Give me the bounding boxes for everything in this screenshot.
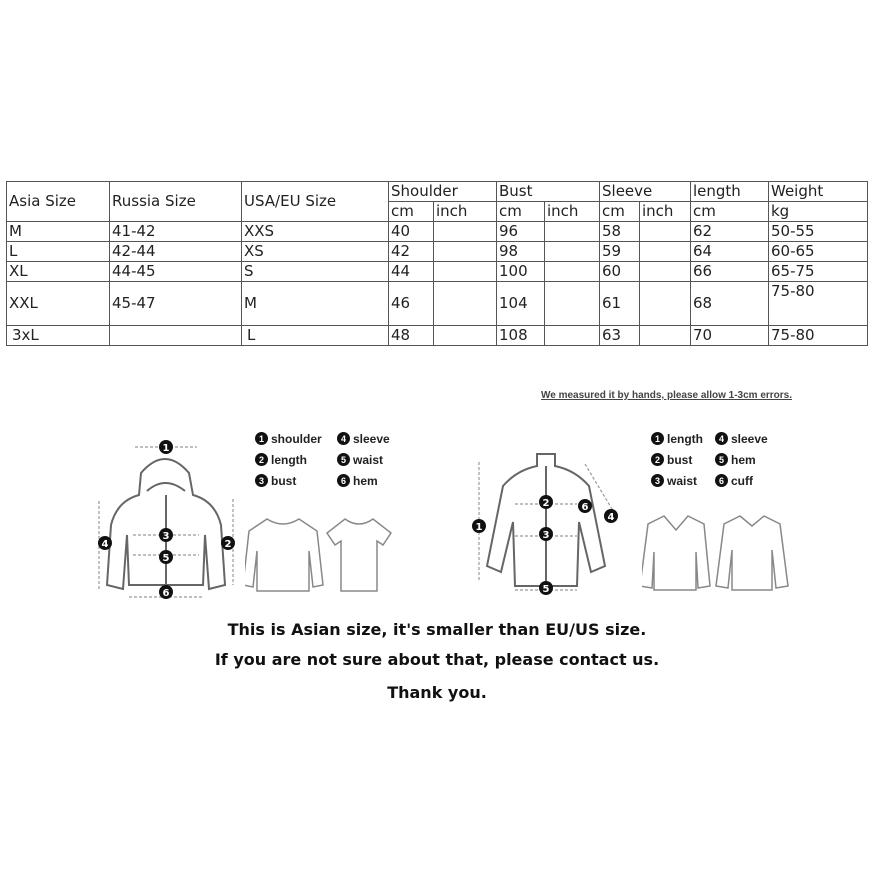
unit-cm: cm (497, 202, 545, 222)
cell-bust-cm: 100 (497, 262, 545, 282)
header-sleeve: Sleeve (600, 182, 691, 202)
jacket-measurement-figure (465, 450, 625, 600)
legend-number: 6 (715, 474, 728, 487)
unit-inch: inch (545, 202, 600, 222)
marker-4: 4 (101, 539, 109, 550)
legend-left (255, 428, 390, 491)
cell-sleeve-inch (640, 326, 691, 346)
header-asia-size: Asia Size (7, 182, 110, 222)
unit-cm: cm (600, 202, 640, 222)
table-row (7, 262, 868, 282)
cell-bust-cm: 104 (497, 282, 545, 326)
cell-usaeu: XS (242, 242, 389, 262)
table-row (7, 222, 868, 242)
blazer-shirt-icons (642, 512, 792, 592)
hoodie-outline (107, 459, 225, 589)
cell-russia: 41-42 (110, 222, 242, 242)
marker-6: 6 (581, 502, 589, 513)
legend-number: 4 (715, 432, 728, 445)
cell-sleeve-cm: 60 (600, 262, 640, 282)
cell-shoulder-inch (434, 326, 497, 346)
cell-bust-inch (545, 326, 600, 346)
table-row (7, 326, 868, 346)
marker-3: 3 (162, 531, 170, 542)
cell-shoulder-inch (434, 242, 497, 262)
cell-shoulder-cm: 48 (389, 326, 434, 346)
shirt-icon (716, 516, 788, 590)
cell-sleeve-inch (640, 262, 691, 282)
legend-label: shoulder (271, 431, 322, 446)
table-row (7, 282, 868, 326)
cell-asia: XXL (7, 282, 110, 326)
measurement-note: We measured it by hands, please allow 1-3cm errors. (541, 390, 793, 401)
cell-bust-cm: 96 (497, 222, 545, 242)
cell-length-cm: 62 (691, 222, 769, 242)
cell-russia: 42-44 (110, 242, 242, 262)
tshirt-icon (327, 519, 391, 591)
legend-label: length (667, 431, 703, 446)
legend-label: sleeve (353, 431, 390, 446)
jacket-outline (487, 454, 605, 586)
cell-russia: 44-45 (110, 262, 242, 282)
cell-length-cm: 68 (691, 282, 769, 326)
cell-sleeve-cm: 58 (600, 222, 640, 242)
marker-4: 4 (607, 512, 615, 523)
legend-label: length (271, 452, 307, 467)
cell-shoulder-cm: 42 (389, 242, 434, 262)
cell-shoulder-cm: 40 (389, 222, 434, 242)
legend-number: 5 (337, 453, 350, 466)
legend-label: hem (353, 473, 378, 488)
cell-sleeve-inch (640, 282, 691, 326)
cell-russia: 45-47 (110, 282, 242, 326)
header-length: length (691, 182, 769, 202)
legend-number: 3 (255, 474, 268, 487)
cell-sleeve-cm: 63 (600, 326, 640, 346)
cell-shoulder-cm: 44 (389, 262, 434, 282)
legend-label: bust (667, 452, 693, 467)
table-row (7, 242, 868, 262)
legend-number: 1 (255, 432, 268, 445)
cell-shoulder-inch (434, 222, 497, 242)
cell-bust-cm: 98 (497, 242, 545, 262)
cell-shoulder-inch (434, 262, 497, 282)
hoodie-measurement-figure (95, 435, 245, 605)
unit-cm: cm (389, 202, 434, 222)
cell-length-cm: 66 (691, 262, 769, 282)
marker-5: 5 (542, 584, 550, 595)
legend-number: 6 (337, 474, 350, 487)
marker-2: 2 (542, 498, 550, 509)
legend-number: 2 (651, 453, 664, 466)
marker-5: 5 (162, 553, 170, 564)
legend-label: bust (271, 473, 297, 488)
header-shoulder: Shoulder (389, 182, 497, 202)
cell-asia: M (7, 222, 110, 242)
table-header-row (7, 182, 868, 202)
legend-number: 4 (337, 432, 350, 445)
cell-weight-kg: 60-65 (769, 242, 868, 262)
cell-russia (110, 326, 242, 346)
unit-cm: cm (691, 202, 769, 222)
cell-asia: L (7, 242, 110, 262)
size-chart-table (6, 181, 868, 346)
size-message-line-2: If you are not sure about that, please contact us. (214, 650, 660, 669)
cell-asia: XL (7, 262, 110, 282)
cell-weight-kg: 65-75 (769, 262, 868, 282)
header-russia-size: Russia Size (110, 182, 242, 222)
unit-inch: inch (434, 202, 497, 222)
legend-number: 5 (715, 453, 728, 466)
unit-inch: inch (640, 202, 691, 222)
legend-number: 3 (651, 474, 664, 487)
size-message-line-3: Thank you. (387, 683, 487, 702)
cell-usaeu: M (242, 282, 389, 326)
cell-usaeu: S (242, 262, 389, 282)
marker-1: 1 (475, 522, 483, 533)
cell-sleeve-cm: 61 (600, 282, 640, 326)
cell-sleeve-inch (640, 242, 691, 262)
unit-kg: kg (769, 202, 868, 222)
marker-3: 3 (542, 530, 550, 541)
cell-shoulder-cm: 46 (389, 282, 434, 326)
cell-shoulder-inch (434, 282, 497, 326)
cell-bust-inch (545, 262, 600, 282)
header-usa-eu-size: USA/EU Size (242, 182, 389, 222)
legend-number: 2 (255, 453, 268, 466)
cell-weight-kg: 75-80 (769, 326, 868, 346)
sweater-tshirt-icons (245, 515, 395, 595)
header-weight: Weight (769, 182, 868, 202)
cell-bust-inch (545, 222, 600, 242)
cell-bust-cm: 108 (497, 326, 545, 346)
legend-label: cuff (731, 473, 753, 488)
blazer-icon (642, 516, 710, 590)
header-bust: Bust (497, 182, 600, 202)
legend-right (651, 428, 768, 491)
legend-label: sleeve (731, 431, 768, 446)
cell-length-cm: 64 (691, 242, 769, 262)
cell-asia: 3xL (7, 326, 110, 346)
legend-label: waist (667, 473, 698, 488)
cell-usaeu: L (242, 326, 389, 346)
sweater-icon (245, 519, 323, 591)
cell-weight-kg: 75-80 (769, 282, 868, 326)
cell-usaeu: XXS (242, 222, 389, 242)
legend-label: waist (353, 452, 384, 467)
cell-length-cm: 70 (691, 326, 769, 346)
size-message-line-1: This is Asian size, it's smaller than EU/US size. (227, 620, 647, 639)
cell-sleeve-cm: 59 (600, 242, 640, 262)
marker-1: 1 (162, 443, 170, 454)
cell-bust-inch (545, 242, 600, 262)
legend-number: 1 (651, 432, 664, 445)
marker-6: 6 (162, 588, 170, 599)
marker-2: 2 (224, 539, 232, 550)
cell-sleeve-inch (640, 222, 691, 242)
cell-bust-inch (545, 282, 600, 326)
legend-label: hem (731, 452, 756, 467)
cell-weight-kg: 50-55 (769, 222, 868, 242)
